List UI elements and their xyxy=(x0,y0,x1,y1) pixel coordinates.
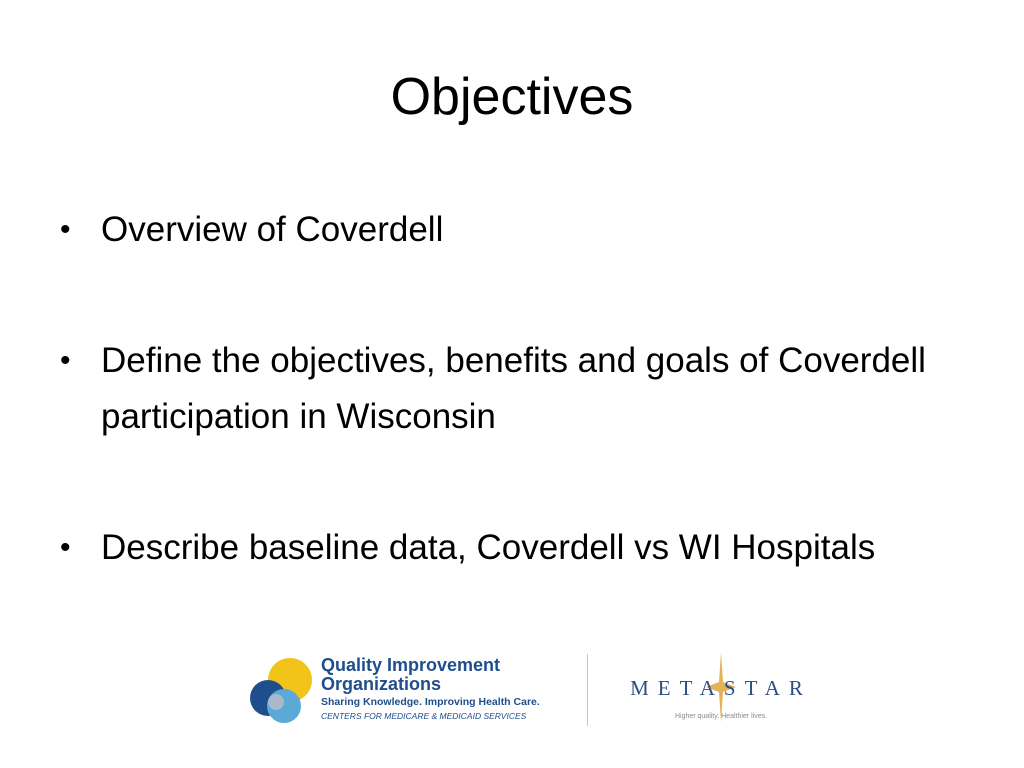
bullet-marker: • xyxy=(60,531,71,564)
bullet-text: Describe baseline data, Coverdell vs WI Hospitals xyxy=(101,528,876,567)
bullet-list xyxy=(60,202,960,651)
metastar-logo xyxy=(626,652,816,732)
logo-divider xyxy=(587,654,588,726)
qio-tagline: Sharing Knowledge. Improving Health Care. xyxy=(321,696,540,708)
metastar-tagline: Higher quality. Healthier lives. xyxy=(674,713,768,720)
logo-bar xyxy=(246,652,816,732)
metastar-wordmark: METASTAR xyxy=(630,676,812,700)
qio-cms-label: CENTERS FOR MEDICARE & MEDICAID SERVICES xyxy=(321,711,527,721)
bullet-item xyxy=(60,202,960,258)
qio-name-line2: Organizations xyxy=(321,674,442,694)
bullet-marker: • xyxy=(60,344,71,377)
bullet-item xyxy=(60,333,960,445)
bullet-marker: • xyxy=(60,213,71,246)
qio-circles-icon xyxy=(246,656,318,728)
slide-title: Objectives xyxy=(390,68,634,126)
bullet-item xyxy=(60,520,960,576)
bullet-text: Define the objectives, benefits and goals of Coverdell participation in Wisconsin xyxy=(101,341,926,436)
qio-name-line1: Quality Improvement xyxy=(321,655,501,675)
bullet-text: Overview of Coverdell xyxy=(101,210,444,249)
qio-text-block xyxy=(321,656,551,722)
qio-logo xyxy=(246,656,546,730)
